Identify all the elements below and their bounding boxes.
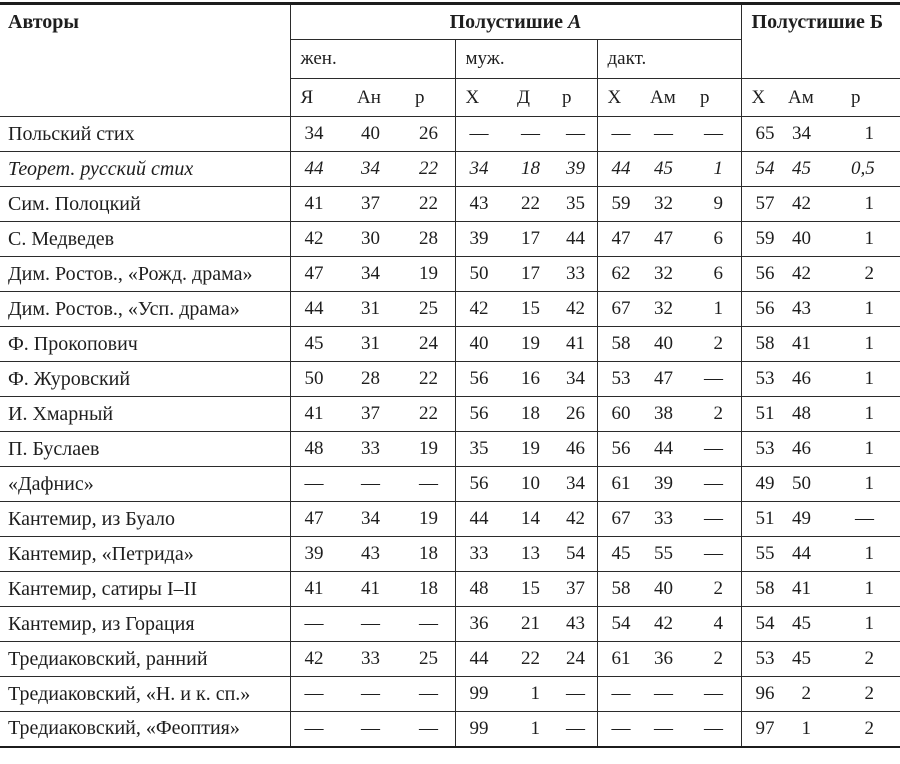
author-cell: Тредиаковский, «Н. и к. сп.»	[0, 677, 290, 712]
value-cell: —	[347, 607, 405, 642]
value-cell: 15	[507, 292, 552, 327]
value-cell: 44	[640, 432, 690, 467]
value-cell: 67	[597, 502, 640, 537]
value-cell: 25	[405, 642, 455, 677]
table-row	[0, 222, 900, 257]
value-cell: 45	[778, 152, 841, 187]
value-cell: 47	[290, 502, 347, 537]
value-cell: 50	[290, 362, 347, 397]
value-cell: 30	[347, 222, 405, 257]
value-cell: —	[290, 677, 347, 712]
col-letter-header: р	[552, 79, 597, 117]
value-cell: 44	[597, 152, 640, 187]
value-cell: 13	[507, 537, 552, 572]
author-cell: Дим. Ростов., «Рожд. драма»	[0, 257, 290, 292]
value-cell: 17	[507, 257, 552, 292]
table-row	[0, 572, 900, 607]
value-cell: 1	[841, 467, 900, 502]
subgroup-dactylic-header: дакт.	[597, 40, 741, 79]
value-cell: 25	[405, 292, 455, 327]
value-cell: 1	[841, 222, 900, 257]
value-cell: 17	[507, 222, 552, 257]
author-cell: Теорет. русский стих	[0, 152, 290, 187]
value-cell: 32	[640, 257, 690, 292]
value-cell: 33	[640, 502, 690, 537]
author-cell: Дим. Ростов., «Усп. драма»	[0, 292, 290, 327]
authors-column-header: Авторы	[0, 4, 290, 117]
col-letter-header: Ан	[347, 79, 405, 117]
value-cell: 34	[552, 362, 597, 397]
value-cell: —	[552, 712, 597, 747]
value-cell: 1	[841, 537, 900, 572]
value-cell: —	[690, 677, 741, 712]
value-cell: 41	[778, 327, 841, 362]
value-cell: 43	[552, 607, 597, 642]
hemistich-b-header: Полустишие Б	[741, 4, 900, 79]
header-row-groups	[0, 4, 900, 40]
value-cell: 51	[741, 502, 778, 537]
value-cell: 41	[778, 572, 841, 607]
value-cell: 6	[690, 222, 741, 257]
value-cell: —	[690, 362, 741, 397]
value-cell: —	[690, 432, 741, 467]
value-cell: 49	[778, 502, 841, 537]
value-cell: 39	[552, 152, 597, 187]
value-cell: —	[690, 712, 741, 747]
value-cell: 1	[841, 607, 900, 642]
value-cell: 32	[640, 292, 690, 327]
value-cell: 45	[778, 607, 841, 642]
value-cell: 47	[290, 257, 347, 292]
value-cell: 34	[778, 117, 841, 152]
value-cell: 33	[347, 642, 405, 677]
value-cell: 22	[507, 642, 552, 677]
value-cell: 33	[347, 432, 405, 467]
value-cell: 36	[640, 642, 690, 677]
value-cell: 39	[455, 222, 507, 257]
value-cell: —	[597, 712, 640, 747]
table-row	[0, 362, 900, 397]
author-cell: Тредиаковский, ранний	[0, 642, 290, 677]
value-cell: 61	[597, 467, 640, 502]
value-cell: 58	[741, 572, 778, 607]
value-cell: 34	[290, 117, 347, 152]
value-cell: 31	[347, 292, 405, 327]
value-cell: 1	[507, 677, 552, 712]
value-cell: 28	[405, 222, 455, 257]
value-cell: 56	[455, 397, 507, 432]
value-cell: 45	[778, 642, 841, 677]
value-cell: 19	[507, 432, 552, 467]
value-cell: 18	[507, 152, 552, 187]
value-cell: 41	[290, 397, 347, 432]
value-cell: 26	[405, 117, 455, 152]
value-cell: 42	[552, 292, 597, 327]
value-cell: —	[455, 117, 507, 152]
value-cell: 35	[455, 432, 507, 467]
value-cell: 43	[778, 292, 841, 327]
value-cell: 54	[552, 537, 597, 572]
value-cell: 96	[741, 677, 778, 712]
value-cell: 39	[290, 537, 347, 572]
table-row	[0, 712, 900, 747]
hemistich-a-label: Полустишие	[449, 10, 564, 33]
value-cell: 44	[455, 642, 507, 677]
hemistich-a-header	[290, 4, 741, 40]
value-cell: 65	[741, 117, 778, 152]
value-cell: 47	[640, 362, 690, 397]
value-cell: 33	[455, 537, 507, 572]
value-cell: 1	[841, 327, 900, 362]
value-cell: 28	[347, 362, 405, 397]
value-cell: 34	[455, 152, 507, 187]
table-header	[0, 4, 900, 117]
value-cell: 2	[841, 677, 900, 712]
value-cell: 34	[552, 467, 597, 502]
value-cell: —	[597, 117, 640, 152]
value-cell: 56	[597, 432, 640, 467]
value-cell: 39	[640, 467, 690, 502]
value-cell: 99	[455, 677, 507, 712]
col-letter-header: Х	[455, 79, 507, 117]
value-cell: 24	[405, 327, 455, 362]
value-cell: 14	[507, 502, 552, 537]
value-cell: 41	[347, 572, 405, 607]
value-cell: 56	[741, 257, 778, 292]
col-letter-header: Ам	[640, 79, 690, 117]
table-body	[0, 117, 900, 747]
value-cell: —	[640, 712, 690, 747]
value-cell: 21	[507, 607, 552, 642]
value-cell: 22	[405, 397, 455, 432]
value-cell: 99	[455, 712, 507, 747]
author-cell: И. Хмарный	[0, 397, 290, 432]
value-cell: 2	[841, 712, 900, 747]
value-cell: 97	[741, 712, 778, 747]
value-cell: 38	[640, 397, 690, 432]
value-cell: 34	[347, 502, 405, 537]
value-cell: 62	[597, 257, 640, 292]
value-cell: 1	[841, 187, 900, 222]
value-cell: 37	[347, 397, 405, 432]
value-cell: 0,5	[841, 152, 900, 187]
value-cell: —	[640, 677, 690, 712]
value-cell: 44	[552, 222, 597, 257]
value-cell: 32	[640, 187, 690, 222]
value-cell: 50	[455, 257, 507, 292]
value-cell: 44	[778, 537, 841, 572]
value-cell: 57	[741, 187, 778, 222]
value-cell: 19	[405, 432, 455, 467]
value-cell: 40	[778, 222, 841, 257]
value-cell: 16	[507, 362, 552, 397]
value-cell: —	[347, 677, 405, 712]
value-cell: 56	[455, 362, 507, 397]
value-cell: 1	[841, 292, 900, 327]
col-letter-header: Ам	[778, 79, 841, 117]
value-cell: 36	[455, 607, 507, 642]
author-cell: С. Медведев	[0, 222, 290, 257]
author-cell: Кантемир, сатиры I–II	[0, 572, 290, 607]
value-cell: 53	[741, 362, 778, 397]
value-cell: —	[690, 117, 741, 152]
value-cell: 1	[690, 152, 741, 187]
hemistich-a-letter: А	[568, 10, 582, 33]
value-cell: 42	[455, 292, 507, 327]
value-cell: —	[405, 607, 455, 642]
value-cell: 41	[552, 327, 597, 362]
value-cell: —	[347, 467, 405, 502]
value-cell: 1	[841, 572, 900, 607]
value-cell: 34	[347, 257, 405, 292]
col-letter-header: р	[841, 79, 900, 117]
value-cell: 19	[507, 327, 552, 362]
value-cell: 40	[347, 117, 405, 152]
value-cell: 42	[290, 222, 347, 257]
value-cell: 41	[290, 187, 347, 222]
value-cell: 43	[455, 187, 507, 222]
value-cell: 22	[405, 187, 455, 222]
table-row	[0, 677, 900, 712]
col-letter-header: Х	[597, 79, 640, 117]
value-cell: 2	[690, 397, 741, 432]
value-cell: 59	[597, 187, 640, 222]
col-letter-header: р	[405, 79, 455, 117]
value-cell: 2	[778, 677, 841, 712]
value-cell: 60	[597, 397, 640, 432]
value-cell: 47	[640, 222, 690, 257]
value-cell: —	[290, 607, 347, 642]
value-cell: 53	[597, 362, 640, 397]
value-cell: —	[690, 537, 741, 572]
author-cell: Сим. Полоцкий	[0, 187, 290, 222]
value-cell: 42	[290, 642, 347, 677]
value-cell: 2	[841, 642, 900, 677]
value-cell: 19	[405, 257, 455, 292]
value-cell: 1	[841, 432, 900, 467]
value-cell: 24	[552, 642, 597, 677]
author-cell: «Дафнис»	[0, 467, 290, 502]
verse-statistics-table	[0, 2, 900, 748]
value-cell: 6	[690, 257, 741, 292]
value-cell: 45	[640, 152, 690, 187]
value-cell: 1	[778, 712, 841, 747]
value-cell: 51	[741, 397, 778, 432]
value-cell: 2	[690, 327, 741, 362]
table-row	[0, 502, 900, 537]
value-cell: —	[841, 502, 900, 537]
value-cell: —	[405, 467, 455, 502]
value-cell: —	[552, 677, 597, 712]
value-cell: 55	[741, 537, 778, 572]
table-row	[0, 292, 900, 327]
value-cell: 56	[741, 292, 778, 327]
table-row	[0, 467, 900, 502]
value-cell: —	[290, 467, 347, 502]
value-cell: 59	[741, 222, 778, 257]
value-cell: 19	[405, 502, 455, 537]
value-cell: 53	[741, 642, 778, 677]
value-cell: 42	[778, 257, 841, 292]
value-cell: 9	[690, 187, 741, 222]
value-cell: —	[640, 117, 690, 152]
value-cell: 54	[741, 607, 778, 642]
subgroup-feminine-header: жен.	[290, 40, 455, 79]
value-cell: 4	[690, 607, 741, 642]
value-cell: 18	[507, 397, 552, 432]
table-row	[0, 397, 900, 432]
value-cell: 55	[640, 537, 690, 572]
value-cell: 37	[347, 187, 405, 222]
value-cell: 41	[290, 572, 347, 607]
author-cell: Кантемир, из Горация	[0, 607, 290, 642]
author-cell: Польский стих	[0, 117, 290, 152]
col-letter-header: Д	[507, 79, 552, 117]
value-cell: 48	[778, 397, 841, 432]
author-cell: Ф. Прокопович	[0, 327, 290, 362]
value-cell: 1	[690, 292, 741, 327]
author-cell: Тредиаковский, «Феоптия»	[0, 712, 290, 747]
value-cell: 44	[290, 152, 347, 187]
subgroup-masculine-header: муж.	[455, 40, 597, 79]
value-cell: 34	[347, 152, 405, 187]
value-cell: 48	[290, 432, 347, 467]
value-cell: —	[597, 677, 640, 712]
value-cell: 2	[841, 257, 900, 292]
value-cell: 10	[507, 467, 552, 502]
value-cell: —	[347, 712, 405, 747]
value-cell: 50	[778, 467, 841, 502]
table-row	[0, 152, 900, 187]
value-cell: 46	[552, 432, 597, 467]
value-cell: 35	[552, 187, 597, 222]
value-cell: 22	[405, 152, 455, 187]
value-cell: —	[507, 117, 552, 152]
value-cell: 31	[347, 327, 405, 362]
value-cell: 67	[597, 292, 640, 327]
value-cell: 46	[778, 362, 841, 397]
value-cell: 54	[741, 152, 778, 187]
table-row	[0, 257, 900, 292]
table-row	[0, 537, 900, 572]
value-cell: 26	[552, 397, 597, 432]
value-cell: 1	[841, 397, 900, 432]
value-cell: 58	[597, 572, 640, 607]
value-cell: —	[290, 712, 347, 747]
value-cell: 1	[507, 712, 552, 747]
value-cell: 45	[290, 327, 347, 362]
value-cell: 40	[455, 327, 507, 362]
value-cell: 40	[640, 572, 690, 607]
col-letter-header: Х	[741, 79, 778, 117]
value-cell: 22	[507, 187, 552, 222]
value-cell: —	[405, 677, 455, 712]
value-cell: 44	[290, 292, 347, 327]
value-cell: 42	[778, 187, 841, 222]
table-row	[0, 432, 900, 467]
value-cell: 58	[741, 327, 778, 362]
table-row	[0, 642, 900, 677]
value-cell: 46	[778, 432, 841, 467]
col-letter-header: р	[690, 79, 741, 117]
author-cell: Кантемир, из Буало	[0, 502, 290, 537]
table-row	[0, 327, 900, 362]
value-cell: 15	[507, 572, 552, 607]
value-cell: 61	[597, 642, 640, 677]
value-cell: 18	[405, 537, 455, 572]
value-cell: 48	[455, 572, 507, 607]
value-cell: 49	[741, 467, 778, 502]
value-cell: 43	[347, 537, 405, 572]
table-row	[0, 187, 900, 222]
value-cell: —	[405, 712, 455, 747]
value-cell: 37	[552, 572, 597, 607]
value-cell: 1	[841, 362, 900, 397]
value-cell: 42	[552, 502, 597, 537]
value-cell: 2	[690, 572, 741, 607]
table-row	[0, 607, 900, 642]
author-cell: Кантемир, «Петрида»	[0, 537, 290, 572]
value-cell: —	[690, 502, 741, 537]
value-cell: 58	[597, 327, 640, 362]
value-cell: 40	[640, 327, 690, 362]
value-cell: 53	[741, 432, 778, 467]
table-row	[0, 117, 900, 152]
value-cell: 45	[597, 537, 640, 572]
value-cell: 56	[455, 467, 507, 502]
value-cell: —	[690, 467, 741, 502]
value-cell: 44	[455, 502, 507, 537]
value-cell: 54	[597, 607, 640, 642]
value-cell: 42	[640, 607, 690, 642]
value-cell: 33	[552, 257, 597, 292]
value-cell: 2	[690, 642, 741, 677]
value-cell: 22	[405, 362, 455, 397]
value-cell: 1	[841, 117, 900, 152]
value-cell: 18	[405, 572, 455, 607]
value-cell: —	[552, 117, 597, 152]
author-cell: Ф. Журовский	[0, 362, 290, 397]
value-cell: 47	[597, 222, 640, 257]
col-letter-header: Я	[290, 79, 347, 117]
author-cell: П. Буслаев	[0, 432, 290, 467]
